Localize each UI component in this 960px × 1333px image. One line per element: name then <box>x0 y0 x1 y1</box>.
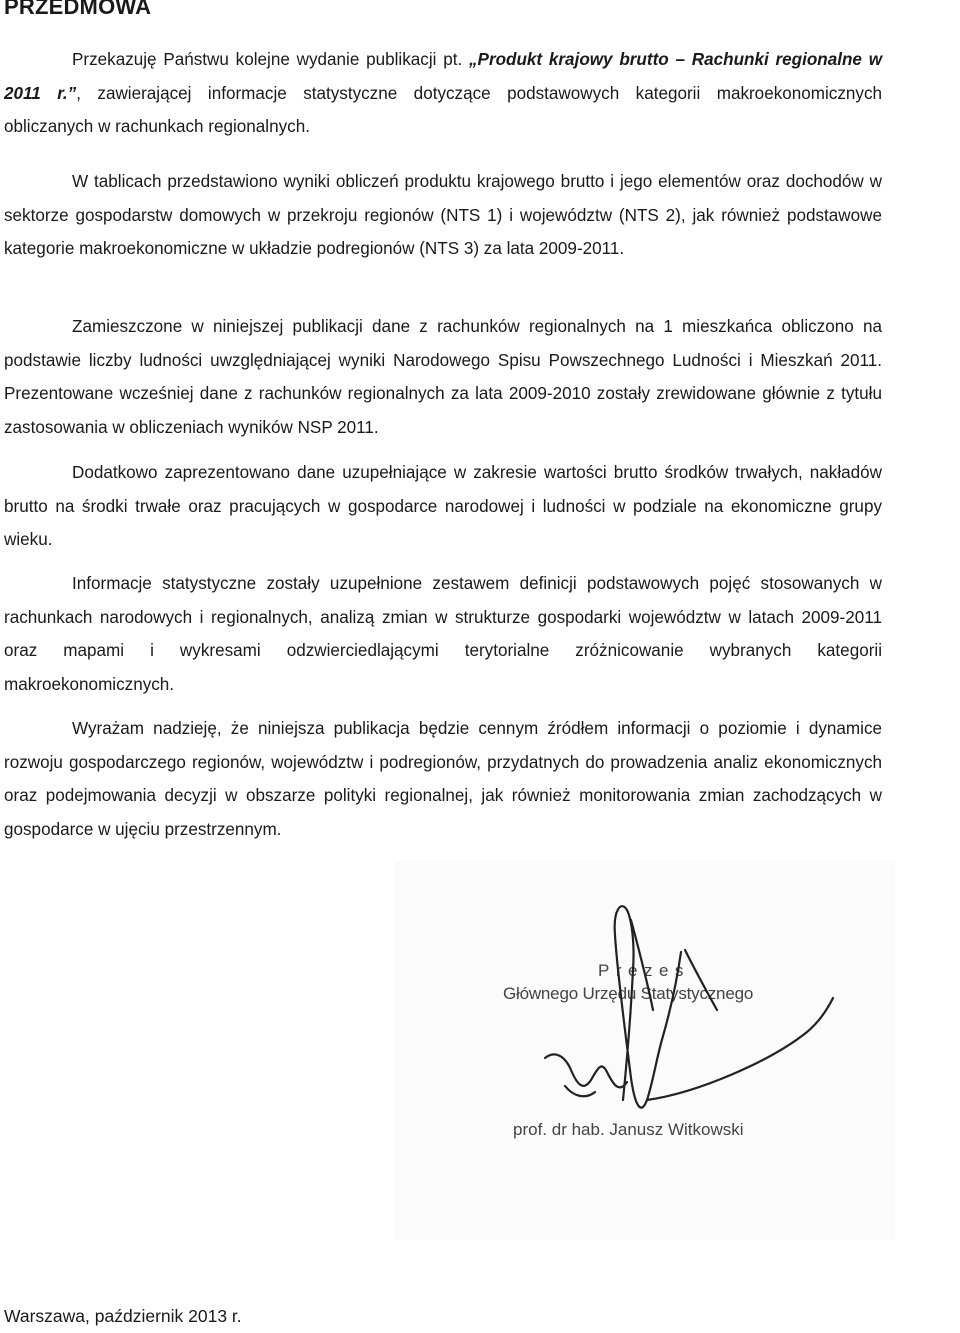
intro-text-rest: , zawierającej informacje statystyczne dotyczące podstawowych kategorii makroekonomicznych obliczanych w rachunkach regionalnych. <box>4 83 883 136</box>
paragraph-per-capita: Zamieszczone w niniejszej publikacji dane z rachunków regionalnych na 1 mieszkańca obliczono na podstawie liczby ludności uwzględniającej wyniki Narodowego Spisu Powszechnego Ludności i Mieszkań 2011. Prezentowane wcześniej dane z rachunków regionalnych za lata 2009-2010 zostały zrewidowane głównie z tytułu zastosowania w obliczeniach wyników NSP 2011. <box>4 317 882 437</box>
publication-title: „Produkt krajowy brutto – Rachunki regionalne w 2011 r.” <box>4 50 882 103</box>
paragraph-intro <box>4 43 882 144</box>
paragraph-tables: W tablicach przedstawiono wyniki obliczeń produktu krajowego brutto i jego elementów oraz dochodów w sektorze gospodarstw domowych w przekroju regionów (NTS 1) i województw (NTS 2), jak również podstawowe kategorie makroekonomiczne w układzie podregionów (NTS 3) za lata 2009-2011. <box>4 172 882 258</box>
signatory-title: Prezes <box>598 961 690 980</box>
place-and-date: Warszawa, październik 2013 r. <box>4 1306 242 1326</box>
page-title: PRZEDMOWA <box>4 0 152 19</box>
signatory-name: prof. dr hab. Janusz Witkowski <box>513 1120 744 1139</box>
paragraph-definitions: Informacje statystyczne zostały uzupełnione zestawem definicji podstawowych pojęć stosowanych w rachunkach narodowych i regionalnych, analizą zmian w strukturze gospodarki województw w latach 2009-2011 oraz mapami i wykresami odzwierciedlającymi terytorialne zróżnicowanie wybranych kategorii makroekonomicznych. <box>4 574 882 694</box>
intro-text: Przekazuję Państwu kolejne wydanie publikacji pt. <box>72 50 469 69</box>
signatory-organization: Głównego Urzędu Statystycznego <box>503 984 754 1003</box>
handwritten-signature <box>395 860 895 1160</box>
paragraph-supplementary: Dodatkowo zaprezentowano dane uzupełniające w zakresie wartości brutto środków trwałych, nakładów brutto na środki trwałe oraz pracujących w gospodarce narodowej i ludności w podziale na ekonomiczne grupy wieku. <box>4 463 882 549</box>
paragraph-closing: Wyrażam nadzieję, że niniejsza publikacja będzie cennym źródłem informacji o poziomie i dynamice rozwoju gospodarczego regionów, województw i podregionów, przydatnych do prowadzenia analiz ekonomicznych oraz podejmowania decyzji w obszarze polityki regionalnej, jak również monitorowania zmian zachodzących w gospodarce w ujęciu przestrzennym. <box>4 719 882 839</box>
